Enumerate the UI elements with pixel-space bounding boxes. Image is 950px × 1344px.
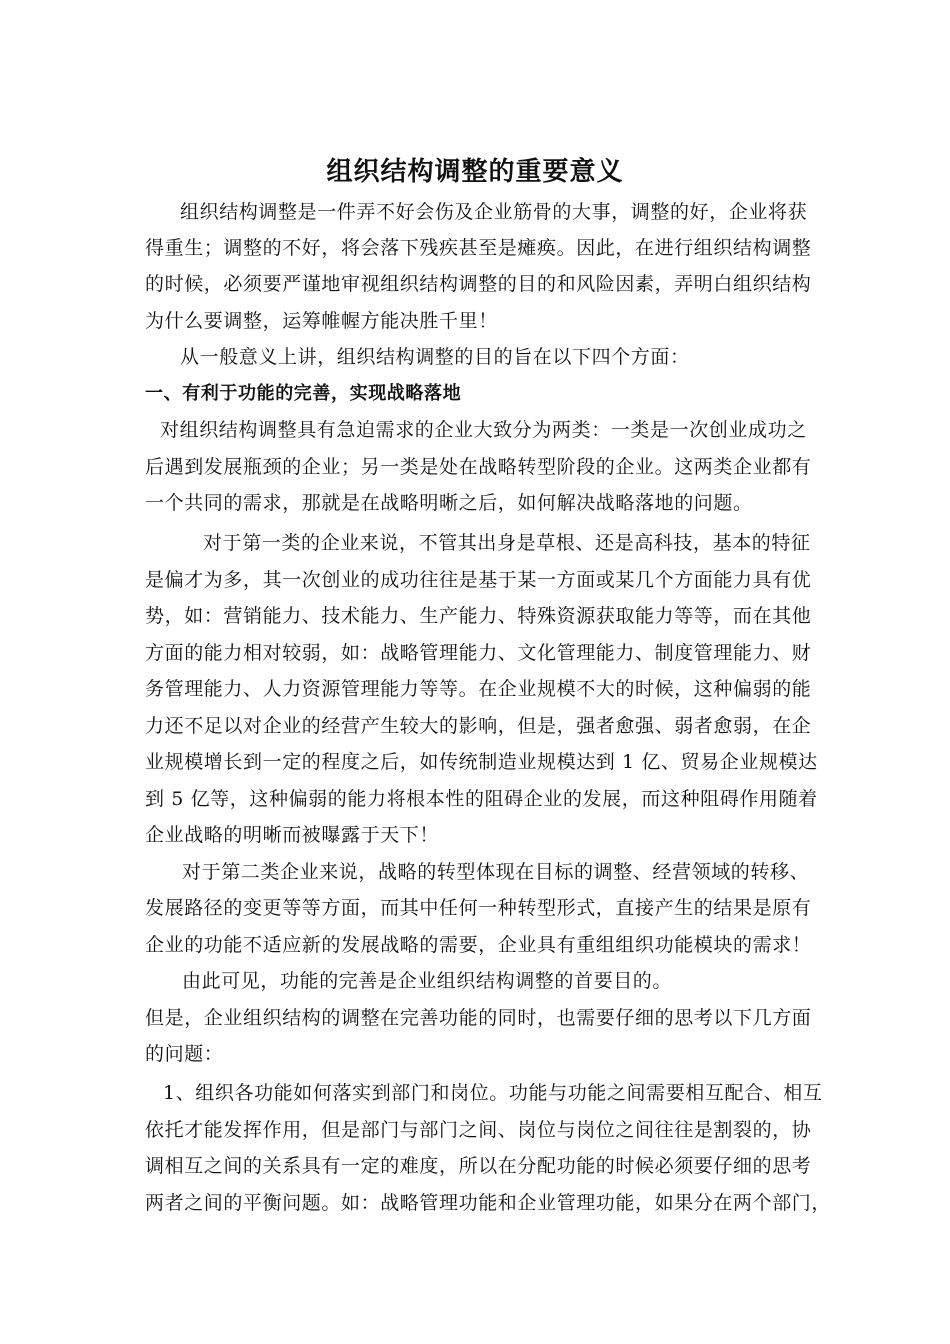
paragraph-line: 对于第一类的企业来说，不管其出身是草根、还是高科技，基本的特征 <box>203 532 811 554</box>
paragraph-line: 但是，企业组织结构的调整在完善功能的同时，也需要仔细的思考以下几方面 <box>145 1007 812 1029</box>
paragraph-line: 的时候，必须要严谨地审视组织结构调整的目的和风险因素，弄明白组织结构 <box>145 273 812 295</box>
paragraph-line: 势，如：营销能力、技术能力、生产能力、特殊资源获取能力等等，而在其他 <box>145 605 812 627</box>
paragraph-line: 调相互之间的关系具有一定的难度，所以在分配功能的时候必须要仔细的思考 <box>145 1155 812 1177</box>
paragraph-line: 从一般意义上讲，组织结构调整的目的旨在以下四个方面： <box>180 346 690 368</box>
paragraph-line: 组织结构调整是一件弄不好会伤及企业筋骨的大事，调整的好，企业将获 <box>180 201 808 223</box>
section-heading: 一、有利于功能的完善，实现战略落地 <box>145 383 462 404</box>
paragraph-line: 的问题： <box>145 1043 224 1065</box>
paragraph-line: 企业的功能不适应新的发展战略的需要，企业具有重组组织功能模块的需求！ <box>145 934 812 956</box>
paragraph-line: 力还不足以对企业的经营产生较大的影响，但是，强者愈强、弱者愈弱，在企 <box>145 715 812 737</box>
paragraph-line: 后遇到发展瓶颈的企业；另一类是处在战略转型阶段的企业。这两类企业都有 <box>145 456 812 478</box>
paragraph-line: 对组织结构调整具有急迫需求的企业大致分为两类：一类是一次创业成功之 <box>160 419 807 441</box>
paragraph-line: 1、组织各功能如何落实到部门和岗位。功能与功能之间需要相互配合、相互 <box>163 1082 823 1104</box>
paragraph-line: 两者之间的平衡问题。如：战略管理功能和企业管理功能，如果分在两个部门， <box>145 1192 832 1214</box>
paragraph-line: 对于第二类企业来说，战略的转型体现在目标的调整、经营领域的转移、 <box>182 861 810 883</box>
paragraph-line: 业规模增长到一定的程度之后，如传统制造业规模达到 1 亿、贸易企业规模达 <box>145 751 818 773</box>
paragraph-line: 务管理能力、人力资源管理能力等等。在企业规模不大的时候，这种偏弱的能 <box>145 678 812 700</box>
paragraph-line: 由此可见，功能的完善是企业组织结构调整的首要目的。 <box>182 970 673 992</box>
paragraph-line: 为什么要调整，运筹帷幄方能决胜千里！ <box>145 310 498 332</box>
page-title: 组织结构调整的重要意义 <box>326 157 624 187</box>
paragraph-line: 是偏才为多，其一次创业的成功往往是基于某一方面或某几个方面能力具有优 <box>145 569 812 591</box>
paragraph-line: 发展路径的变更等等方面，而其中任何一种转型形式，直接产生的结果是原有 <box>145 897 812 919</box>
paragraph-line: 得重生；调整的不好，将会落下残疾甚至是瘫痪。因此，在进行组织结构调整 <box>145 237 812 259</box>
paragraph-line: 依托才能发挥作用，但是部门与部门之间、岗位与岗位之间往往是割裂的，协 <box>145 1119 812 1141</box>
paragraph-line: 一个共同的需求，那就是在战略明晰之后，如何解决战略落地的问题。 <box>145 492 753 514</box>
paragraph-line: 企业战略的明晰而被曝露于天下！ <box>145 824 440 846</box>
paragraph-line: 方面的能力相对较弱，如：战略管理能力、文化管理能力、制度管理能力、财 <box>145 642 812 664</box>
paragraph-line: 到 5 亿等，这种偏弱的能力将根本性的阻碍企业的发展，而这种阻碍作用随着 <box>145 788 818 810</box>
